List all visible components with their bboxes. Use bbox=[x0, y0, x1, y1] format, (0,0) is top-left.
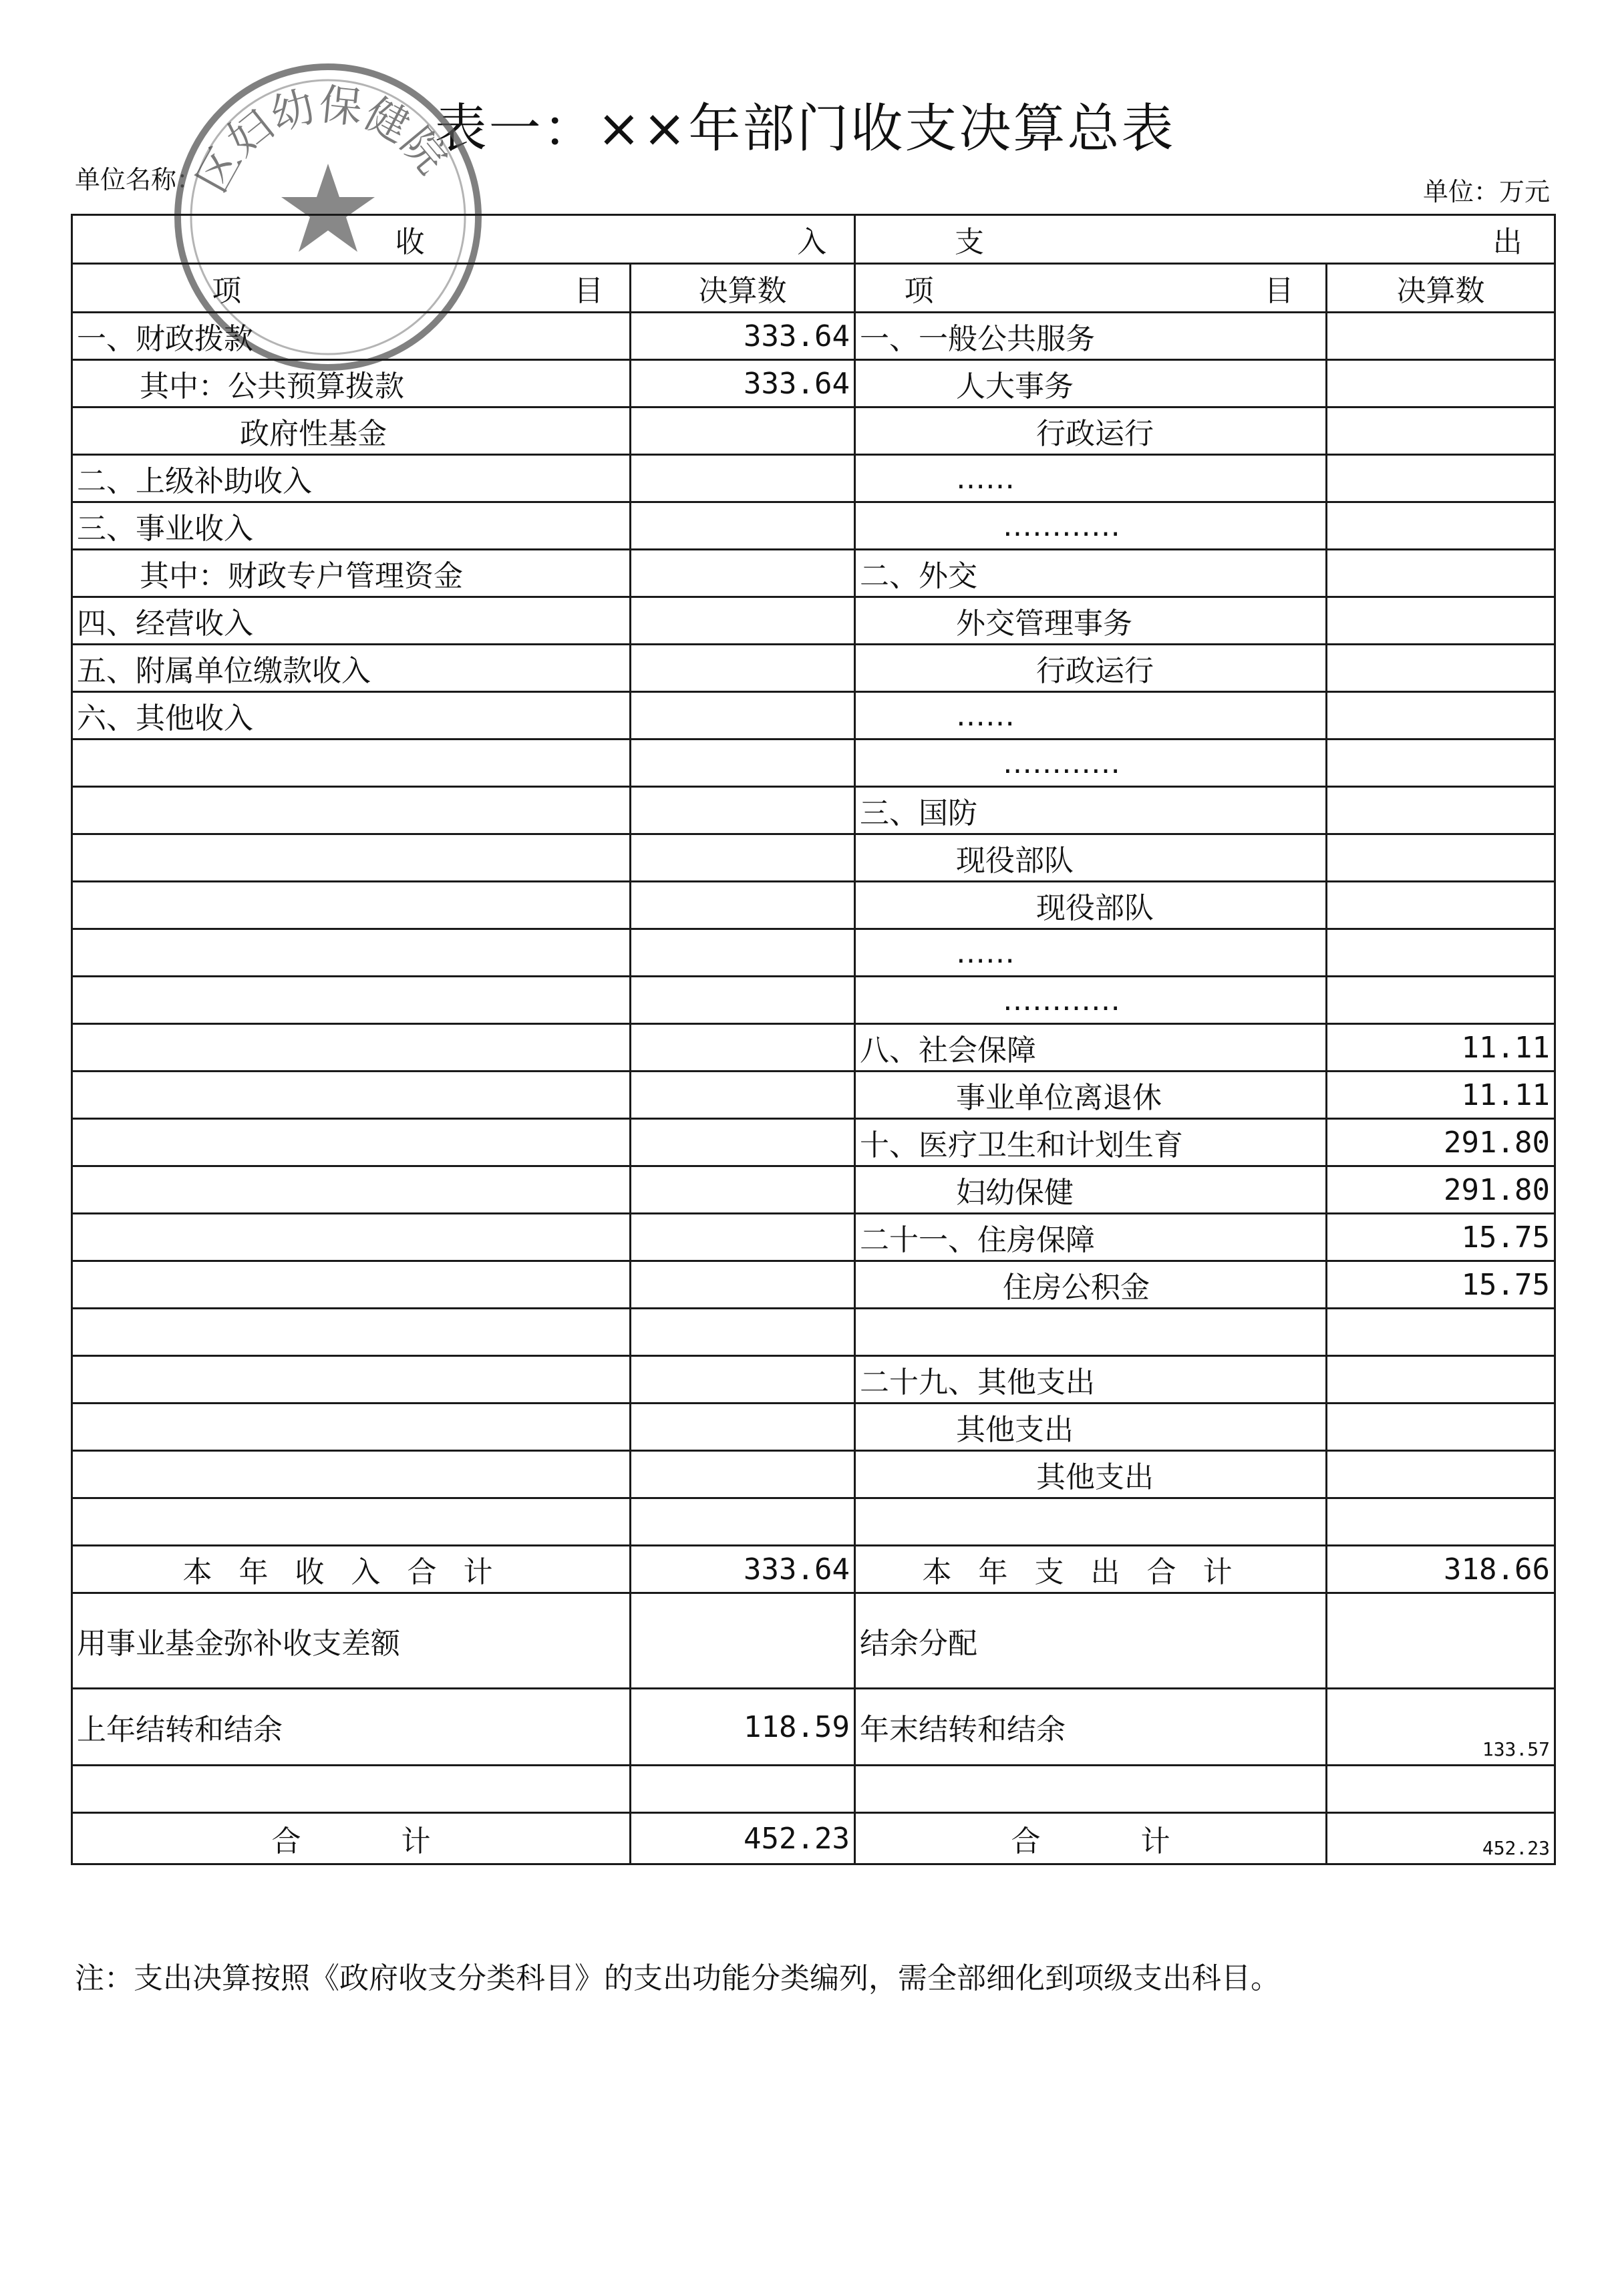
grand-total-expense: 452.23 bbox=[1327, 1813, 1555, 1864]
income-item bbox=[72, 1119, 631, 1166]
income-item bbox=[72, 929, 631, 977]
table-row bbox=[72, 1261, 1555, 1309]
income-item bbox=[72, 1451, 631, 1498]
expense-value bbox=[1327, 977, 1555, 1024]
expense-item: ………… bbox=[855, 502, 1327, 550]
grand-total-row bbox=[72, 1813, 1555, 1864]
table-row bbox=[72, 550, 1555, 597]
income-value bbox=[631, 692, 855, 740]
income-value bbox=[631, 407, 855, 455]
table-row bbox=[72, 1024, 1555, 1072]
fund-value bbox=[631, 1593, 855, 1689]
income-value: 333.64 bbox=[631, 313, 855, 360]
unit-name-label: 单位名称： bbox=[75, 165, 202, 194]
year-expense-value: 318.66 bbox=[1327, 1546, 1555, 1593]
income-value bbox=[631, 787, 855, 834]
income-item: 一、财政拨款 bbox=[72, 313, 631, 360]
expense-item: 八、社会保障 bbox=[855, 1024, 1327, 1072]
expense-item: 十、医疗卫生和计划生育 bbox=[855, 1119, 1327, 1166]
page-title: 表一：××年部门收支决算总表 bbox=[434, 99, 1176, 159]
expense-item: ………… bbox=[855, 977, 1327, 1024]
prev-carryover-value: 118.59 bbox=[631, 1689, 855, 1766]
expense-value bbox=[1327, 1498, 1555, 1546]
table-row bbox=[72, 502, 1555, 550]
surplus-value bbox=[1327, 1593, 1555, 1689]
expense-item: 外交管理事务 bbox=[855, 597, 1327, 645]
income-item bbox=[72, 1261, 631, 1309]
table-row bbox=[72, 1356, 1555, 1404]
footnote: 注：支出决算按照《政府收支分类科目》的支出功能分类编列，需全部细化到项级支出科目。 bbox=[75, 1961, 1280, 1995]
income-item bbox=[72, 834, 631, 882]
expense-item bbox=[855, 1498, 1327, 1546]
expense-item: 其他支出 bbox=[855, 1404, 1327, 1451]
expense-value bbox=[1327, 787, 1555, 834]
income-value bbox=[631, 1356, 855, 1404]
end-carryover-value: 133.57 bbox=[1327, 1689, 1555, 1766]
income-item: 五、附属单位缴款收入 bbox=[72, 645, 631, 692]
grand-total-label-expense: 合 计 bbox=[855, 1813, 1327, 1864]
expense-header: 支 出 bbox=[855, 215, 1555, 264]
table-row bbox=[72, 929, 1555, 977]
income-item: 四、经营收入 bbox=[72, 597, 631, 645]
income-item bbox=[72, 1166, 631, 1214]
expense-value: 15.75 bbox=[1327, 1261, 1555, 1309]
table-row bbox=[72, 1166, 1555, 1214]
income-item: 其中：财政专户管理资金 bbox=[72, 550, 631, 597]
table-row bbox=[72, 740, 1555, 787]
income-item: 三、事业收入 bbox=[72, 502, 631, 550]
income-value bbox=[631, 1166, 855, 1214]
expense-value bbox=[1327, 407, 1555, 455]
table-row bbox=[72, 455, 1555, 502]
income-value: 333.64 bbox=[631, 360, 855, 407]
table-row bbox=[72, 1451, 1555, 1498]
income-item bbox=[72, 1072, 631, 1119]
expense-value bbox=[1327, 740, 1555, 787]
income-value bbox=[631, 929, 855, 977]
expense-value bbox=[1327, 597, 1555, 645]
expense-item: 二、外交 bbox=[855, 550, 1327, 597]
income-value bbox=[631, 502, 855, 550]
expense-value bbox=[1327, 1404, 1555, 1451]
table-row bbox=[72, 1404, 1555, 1451]
budget-table bbox=[71, 214, 1556, 1865]
grand-total-label-income: 合 计 bbox=[72, 1813, 631, 1864]
income-item bbox=[72, 1404, 631, 1451]
income-item: 政府性基金 bbox=[72, 407, 631, 455]
expense-item: 二十九、其他支出 bbox=[855, 1356, 1327, 1404]
table-row bbox=[72, 360, 1555, 407]
expense-amount-header: 决算数 bbox=[1327, 264, 1555, 313]
expense-value bbox=[1327, 1356, 1555, 1404]
income-value bbox=[631, 1214, 855, 1261]
income-amount-header: 决算数 bbox=[631, 264, 855, 313]
income-value bbox=[631, 1498, 855, 1546]
expense-value bbox=[1327, 360, 1555, 407]
header-row-2 bbox=[72, 264, 1555, 313]
expense-item-header: 项 目 bbox=[855, 264, 1327, 313]
grand-total-income: 452.23 bbox=[631, 1813, 855, 1864]
expense-value bbox=[1327, 645, 1555, 692]
income-header: 收 入 bbox=[72, 215, 855, 264]
table-row bbox=[72, 1498, 1555, 1546]
expense-value bbox=[1327, 313, 1555, 360]
expense-item: 事业单位离退休 bbox=[855, 1072, 1327, 1119]
expense-item: 行政运行 bbox=[855, 407, 1327, 455]
fund-label: 用事业基金弥补收支差额 bbox=[72, 1593, 631, 1689]
table-row bbox=[72, 882, 1555, 929]
table-row bbox=[72, 1214, 1555, 1261]
expense-value: 15.75 bbox=[1327, 1214, 1555, 1261]
header-row-1 bbox=[72, 215, 1555, 264]
table-row bbox=[72, 313, 1555, 360]
expense-value bbox=[1327, 1309, 1555, 1356]
expense-value bbox=[1327, 502, 1555, 550]
income-item bbox=[72, 1309, 631, 1356]
income-item: 六、其他收入 bbox=[72, 692, 631, 740]
table-row bbox=[72, 1072, 1555, 1119]
income-item-header: 项 目 bbox=[72, 264, 631, 313]
income-value bbox=[631, 1072, 855, 1119]
income-item bbox=[72, 882, 631, 929]
expense-item: 人大事务 bbox=[855, 360, 1327, 407]
expense-item: 其他支出 bbox=[855, 1451, 1327, 1498]
carryover-row bbox=[72, 1689, 1555, 1766]
income-value bbox=[631, 1451, 855, 1498]
income-item bbox=[72, 1024, 631, 1072]
expense-item: 三、国防 bbox=[855, 787, 1327, 834]
table-row bbox=[72, 597, 1555, 645]
year-expense-label: 本年支出合计 bbox=[855, 1546, 1327, 1593]
expense-item: 现役部队 bbox=[855, 834, 1327, 882]
expense-value: 291.80 bbox=[1327, 1166, 1555, 1214]
income-value bbox=[631, 882, 855, 929]
income-value bbox=[631, 455, 855, 502]
svg-text:区妇幼保健院: 区妇幼保健院 bbox=[187, 79, 456, 201]
table-row bbox=[72, 645, 1555, 692]
expense-item: 妇幼保健 bbox=[855, 1166, 1327, 1214]
expense-value bbox=[1327, 692, 1555, 740]
expense-item: 一、一般公共服务 bbox=[855, 313, 1327, 360]
table-row bbox=[72, 834, 1555, 882]
end-carryover-label: 年末结转和结余 bbox=[855, 1689, 1327, 1766]
income-value bbox=[631, 1309, 855, 1356]
expense-value bbox=[1327, 455, 1555, 502]
income-item bbox=[72, 977, 631, 1024]
income-item: 其中：公共预算拨款 bbox=[72, 360, 631, 407]
expense-item: ………… bbox=[855, 740, 1327, 787]
income-item: 二、上级补助收入 bbox=[72, 455, 631, 502]
expense-item: …… bbox=[855, 929, 1327, 977]
unit-label: 单位：万元 bbox=[1422, 177, 1550, 206]
income-item bbox=[72, 1214, 631, 1261]
table-row bbox=[72, 692, 1555, 740]
expense-item: 二十一、住房保障 bbox=[855, 1214, 1327, 1261]
table-row bbox=[72, 1309, 1555, 1356]
expense-item: 行政运行 bbox=[855, 645, 1327, 692]
income-item bbox=[72, 1498, 631, 1546]
table-row bbox=[72, 1119, 1555, 1166]
year-total-row bbox=[72, 1546, 1555, 1593]
expense-item: …… bbox=[855, 692, 1327, 740]
income-value bbox=[631, 740, 855, 787]
expense-value bbox=[1327, 882, 1555, 929]
prev-carryover-label: 上年结转和结余 bbox=[72, 1689, 631, 1766]
income-item bbox=[72, 787, 631, 834]
table-row bbox=[72, 977, 1555, 1024]
expense-item bbox=[855, 1309, 1327, 1356]
year-income-value: 333.64 bbox=[631, 1546, 855, 1593]
income-value bbox=[631, 1261, 855, 1309]
income-value bbox=[631, 1404, 855, 1451]
fund-row bbox=[72, 1593, 1555, 1689]
table-row bbox=[72, 407, 1555, 455]
expense-value: 11.11 bbox=[1327, 1072, 1555, 1119]
income-item bbox=[72, 740, 631, 787]
blank-row bbox=[72, 1766, 1555, 1813]
expense-item: 住房公积金 bbox=[855, 1261, 1327, 1309]
expense-value bbox=[1327, 929, 1555, 977]
income-value bbox=[631, 597, 855, 645]
income-value bbox=[631, 645, 855, 692]
income-value bbox=[631, 977, 855, 1024]
expense-value: 291.80 bbox=[1327, 1119, 1555, 1166]
expense-value bbox=[1327, 1451, 1555, 1498]
expense-value bbox=[1327, 550, 1555, 597]
expense-item: …… bbox=[855, 455, 1327, 502]
income-value bbox=[631, 550, 855, 597]
table-row bbox=[72, 787, 1555, 834]
surplus-label: 结余分配 bbox=[855, 1593, 1327, 1689]
income-value bbox=[631, 834, 855, 882]
income-value bbox=[631, 1119, 855, 1166]
year-income-label: 本年收入合计 bbox=[72, 1546, 631, 1593]
expense-item: 现役部队 bbox=[855, 882, 1327, 929]
expense-value: 11.11 bbox=[1327, 1024, 1555, 1072]
income-value bbox=[631, 1024, 855, 1072]
income-item bbox=[72, 1356, 631, 1404]
expense-value bbox=[1327, 834, 1555, 882]
